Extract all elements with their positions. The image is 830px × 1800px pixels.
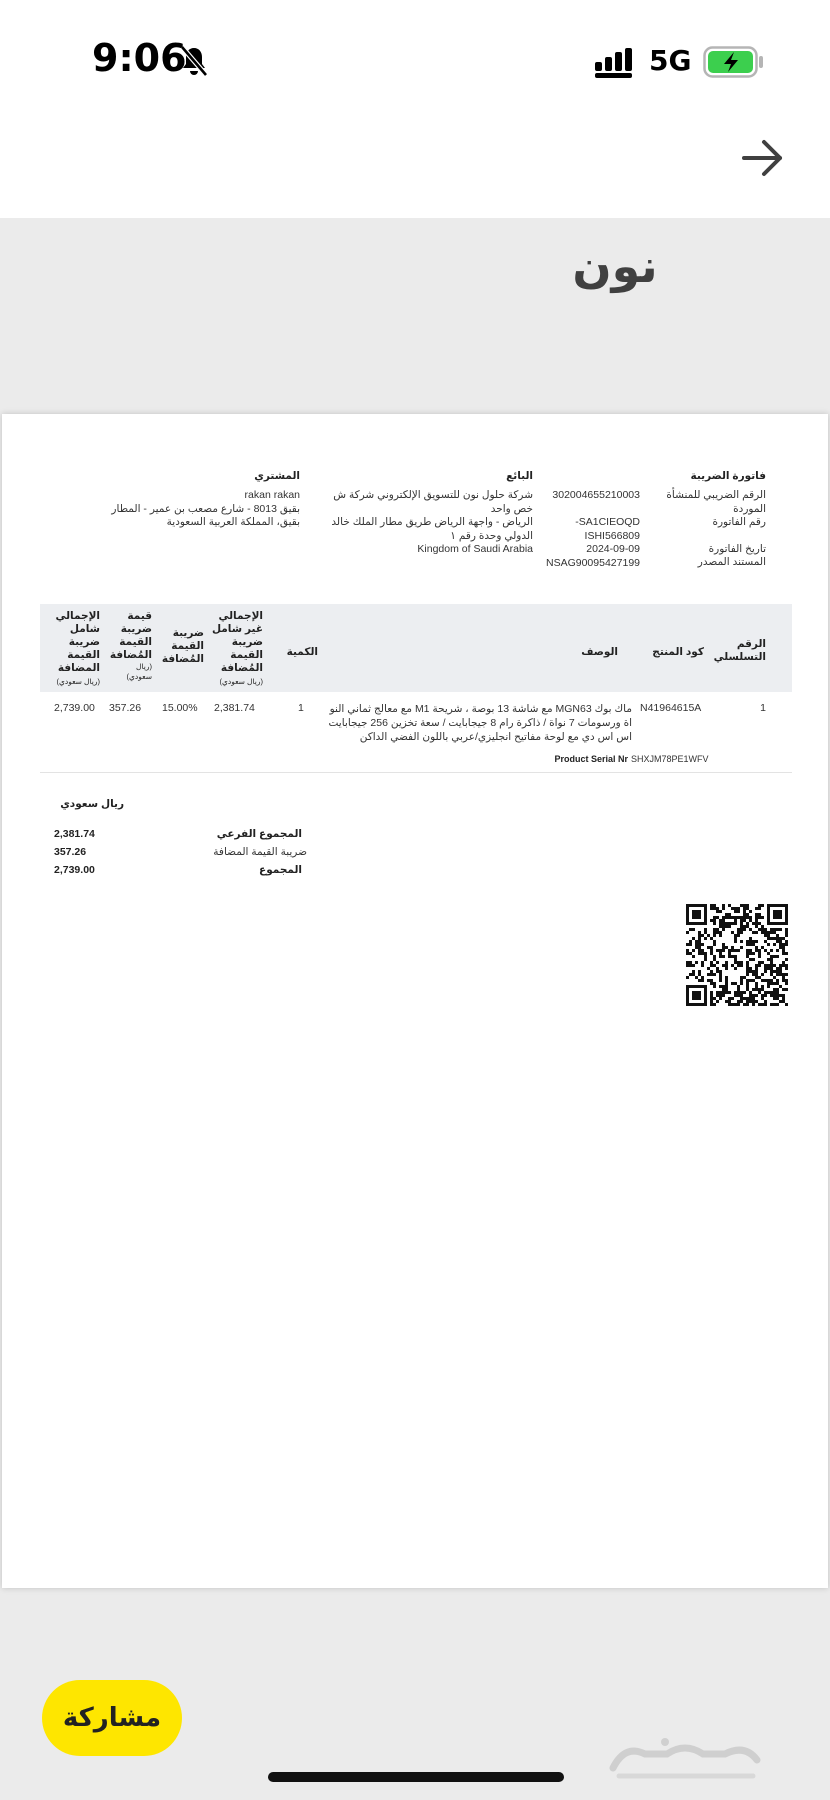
- col-header-serial: [706, 638, 766, 664]
- cellular-signal-icon: [595, 48, 639, 78]
- app-header: [0, 110, 830, 293]
- battery-charging-icon: [703, 46, 765, 78]
- seller-title: البائع: [506, 470, 533, 482]
- col-header-unit: (ريال: [136, 662, 152, 671]
- tax-invoice-values: [530, 489, 640, 570]
- seller-line: Kingdom of Saudi Arabia: [417, 543, 533, 555]
- cell-product-code: N41964615A: [640, 702, 702, 714]
- product-serial-value: SHXJM78PE1WFV: [631, 754, 709, 764]
- cell-quantity: 1: [298, 702, 304, 714]
- col-header-text: الإجمالي: [55, 610, 100, 622]
- status-time: 9:06: [92, 36, 187, 80]
- haraj-watermark-icon: [605, 1724, 765, 1788]
- cell-vat-rate: 15.00%: [162, 702, 198, 714]
- share-button[interactable]: مشاركة: [42, 1680, 182, 1756]
- col-header-text: القيمة: [119, 636, 152, 648]
- home-indicator: [268, 1772, 564, 1782]
- label-tax-number: الرقم الضريبي للمنشأة: [666, 489, 766, 501]
- cell-total-incl: 2,739.00: [54, 702, 95, 714]
- subtotal-value: 2,381.74: [54, 828, 95, 840]
- description-line: اة ورسومات 7 نواة / ذاكرة رام 8 جيجابايت / سعة تخزين 256 جيجابايت: [328, 717, 632, 729]
- col-header-vat-amount: [108, 610, 152, 682]
- col-header-total-excl: [211, 610, 263, 688]
- col-header-text: المضافة: [57, 662, 100, 674]
- col-header-total-incl: [50, 610, 100, 688]
- seller-line: الدولي وحدة رقم ١: [450, 529, 533, 542]
- label-invoice-date: تاريخ الفاتورة: [708, 542, 766, 555]
- seller-line: خص واحد: [490, 502, 533, 515]
- product-serial-label: Product Serial Nr: [554, 754, 628, 764]
- total-label: المجموع: [259, 864, 302, 876]
- total-value: 2,739.00: [54, 864, 95, 876]
- col-header-text: شامل: [69, 623, 100, 635]
- value-invoice-date: 2024-09-09: [586, 543, 640, 555]
- seller-details: [313, 489, 533, 557]
- value-source-document: NSAG90095427199: [546, 556, 640, 569]
- col-header-text: ضريبة: [231, 636, 263, 648]
- noon-logo-icon: [525, 238, 705, 298]
- description-line: ماك بوك MGN63 مع شاشة 13 بوصة ، شريحة M1 مع معالج ثماني النو: [329, 703, 632, 715]
- col-header-text: ضريبة: [120, 623, 152, 635]
- label-invoice-number: رقم الفاتورة: [712, 516, 766, 528]
- col-header-text: القيمة: [67, 649, 100, 661]
- vat-label: ضريبة القيمة المضافة: [213, 846, 307, 858]
- buyer-line: بقيق، المملكة العربية السعودية: [166, 516, 300, 528]
- seller-line: شركة حلول نون للتسويق الإلكتروني شركة ش: [333, 489, 533, 501]
- buyer-details: [100, 489, 300, 530]
- col-header-text: المُضافة: [109, 649, 152, 661]
- col-header-product-code: كود المنتج: [652, 646, 704, 658]
- col-header-description: الوصف: [581, 646, 618, 658]
- vat-value: 357.26: [54, 846, 87, 858]
- tax-invoice-title: فاتورة الضريبة: [690, 470, 766, 482]
- currency-label: ريال سعودي: [60, 798, 124, 810]
- cell-total-excl: 2,381.74: [214, 702, 255, 714]
- invoice-document: [2, 414, 828, 1588]
- col-header-quantity: الكمية: [286, 646, 318, 658]
- subtotal-label: المجموع الفرعي: [216, 828, 302, 840]
- col-header-unit: (ريال سعودي): [219, 677, 263, 686]
- col-header-text: التسلسلي: [713, 651, 766, 663]
- col-header-text: الإجمالي: [218, 610, 263, 622]
- network-type: 5G: [649, 44, 692, 77]
- description-line: اس اس دي مع لوحة مفاتيح انجليزي/عربي باللون الفضي الداكن: [359, 731, 632, 743]
- label-supplier: الموردة: [733, 502, 766, 515]
- col-header-unit: (ريال سعودي): [56, 677, 100, 686]
- cell-serial: 1: [760, 702, 766, 714]
- col-header-text: المُضافة: [161, 653, 204, 665]
- cell-vat-amount: 357.26: [109, 702, 142, 714]
- col-header-vat-rate: [158, 627, 204, 666]
- buyer-line: بقيق 8013 - شارع مصعب بن عمير - المطار: [111, 502, 300, 515]
- col-header-text: المُضافة: [220, 662, 263, 674]
- cell-description: [322, 702, 632, 744]
- col-header-text: القيمة: [230, 649, 263, 661]
- seller-line: الرياض - واجهة الرياض طريق مطار الملك خالد: [331, 516, 533, 528]
- label-source-document: المستند المصدر: [697, 556, 766, 568]
- arrow-right-icon[interactable]: [738, 134, 788, 182]
- col-header-text: ضريبة: [68, 636, 100, 648]
- col-header-unit: سعودي): [126, 672, 152, 681]
- col-header-text: غير شامل: [211, 623, 263, 635]
- tax-invoice-labels: [646, 489, 766, 570]
- value-invoice-number-1: SA1CIEOQD-: [575, 516, 640, 528]
- status-bar: [0, 0, 830, 110]
- bell-slash-icon: [178, 44, 210, 78]
- qr-code-icon: [686, 904, 788, 1006]
- col-header-text: ضريبة: [172, 627, 204, 639]
- col-header-text: قيمة: [127, 610, 152, 622]
- value-invoice-number-2: ISHI566809: [584, 529, 640, 542]
- col-header-text: القيمة: [171, 640, 204, 652]
- buyer-line: rakan rakan: [244, 489, 300, 501]
- row-divider: [40, 772, 792, 773]
- col-header-text: الرقم: [736, 638, 766, 650]
- buyer-title: المشتري: [254, 470, 300, 482]
- value-tax-number: 302004655210003: [552, 489, 640, 501]
- svg-text:نون: نون: [572, 239, 658, 293]
